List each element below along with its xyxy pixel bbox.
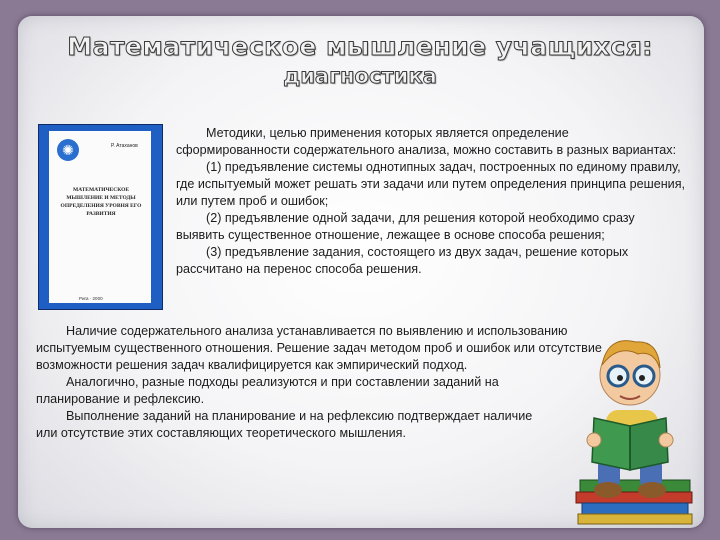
- methods-text-block: [176, 125, 686, 278]
- reading-child-illustration: [558, 330, 708, 530]
- book-title: МАТЕМАТИЧЕСКОЕ МЫШЛЕНИЕ И МЕТОДЫ ОПРЕДЕЛЕНИЯ УРОВНЯ ЕГО РАЗВИТИЯ: [60, 187, 142, 217]
- method-item-1: (1) предъявление системы однотипных задач, построенных по единому правилу, где испытуемый может решать эти задачи или путем определения принципа решения, или путем проб и ошибок;: [176, 160, 686, 208]
- book-cover-image: [38, 124, 163, 310]
- analysis-text-block: [36, 323, 636, 442]
- analysis-paragraph-3: Выполнение заданий на планирование и на рефлексию подтверждает наличие или отсутствие этих составляющих теоретического мышления.: [36, 409, 533, 440]
- analysis-paragraph-1: Наличие содержательного анализа устанавливается по выявлению и использованию испытуемым существенного отношения. Решение задач методом проб и ошибок или отсутствие возможности решения задач квалифицируется как эмпирический подход.: [36, 324, 602, 372]
- slide-title: Математическое мышление учащихся:: [67, 32, 653, 61]
- analysis-paragraph-2: Аналогично, разные подходы реализуются и при составлении заданий на планирование и рефлексию.: [36, 375, 499, 406]
- book-author: Р. Атаханов: [111, 143, 138, 149]
- method-item-3: (3) предъявление задания, состоящего из двух задач, решение которых рассчитано на перенос способа решения.: [176, 245, 629, 276]
- slide-subtitle: диагностика: [283, 64, 437, 88]
- book-cover-page: [49, 131, 151, 303]
- book-emblem-icon: ✺: [57, 139, 79, 161]
- book-year: Рига · 2000: [79, 296, 103, 301]
- methods-intro: Методики, целью применения которых является определение сформированности содержательного анализа, можно составить в разных вариантах:: [176, 126, 677, 157]
- method-item-2: (2) предъявление одной задачи, для решения которой необходимо сразу выявить существенное отношение, лежащее в основе способа решения;: [176, 211, 635, 242]
